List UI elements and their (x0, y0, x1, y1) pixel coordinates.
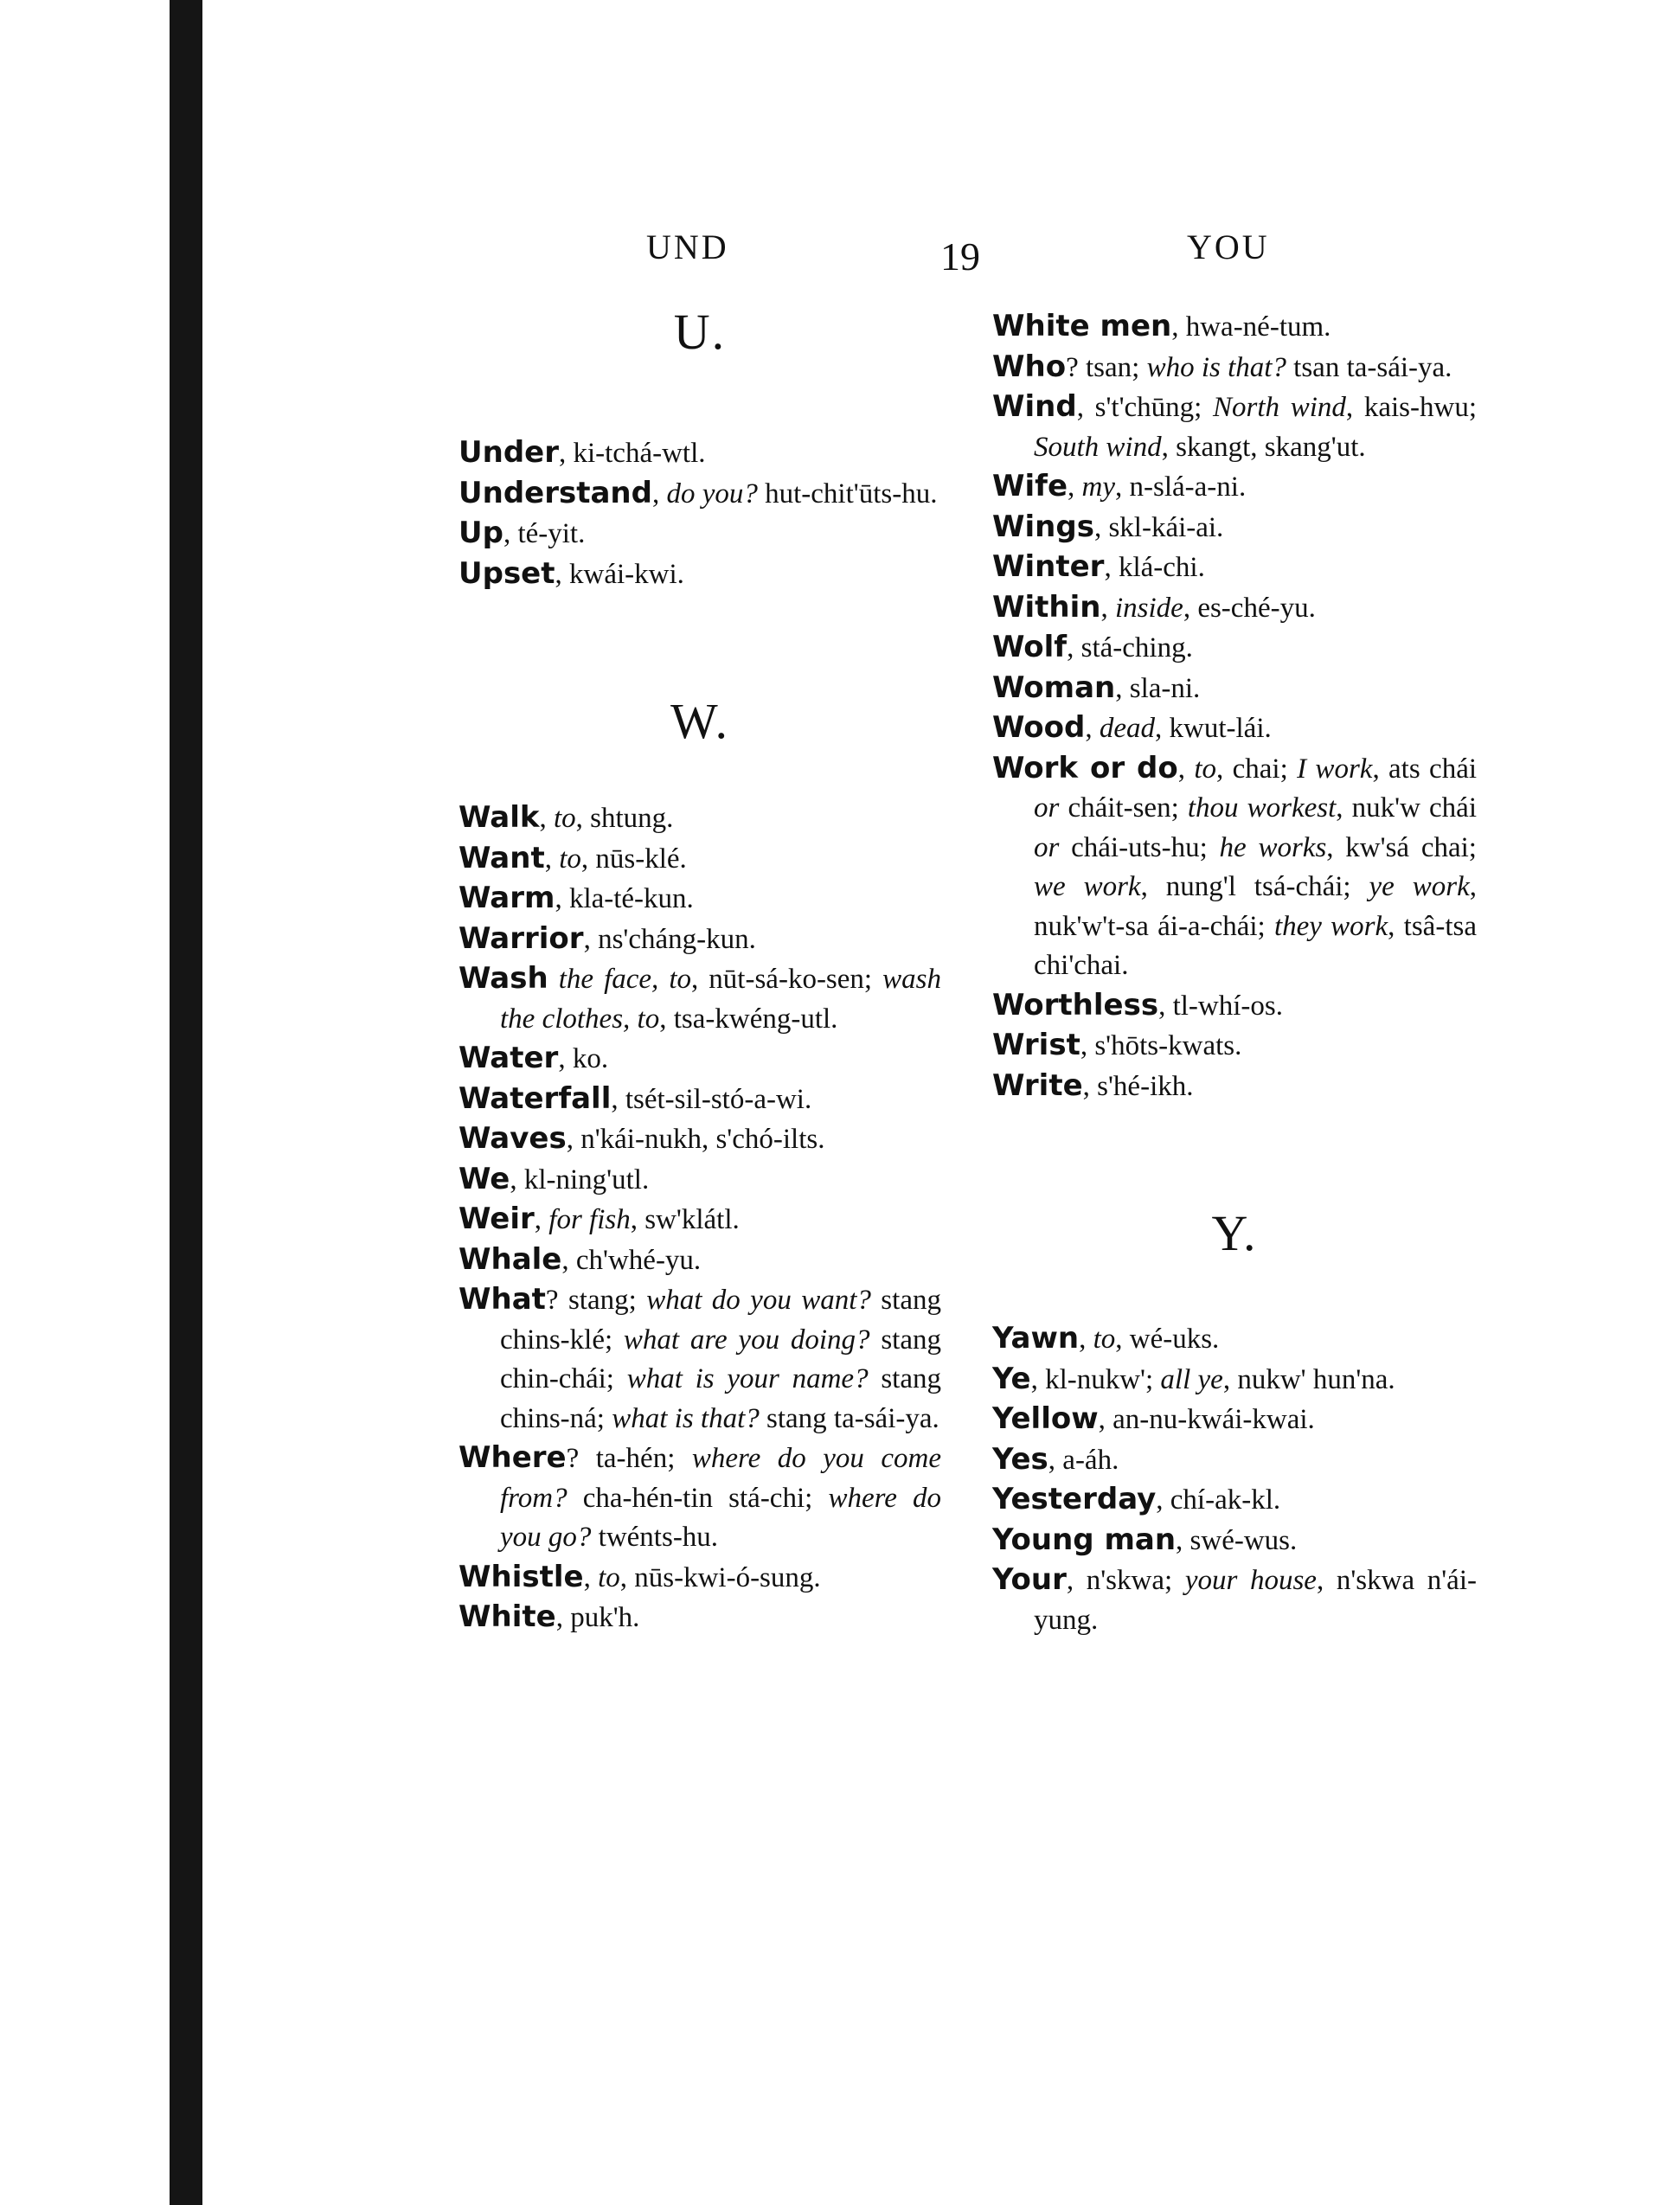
entry-text: , (539, 803, 554, 834)
entry-text (548, 964, 559, 995)
entry-headword: Want (458, 840, 545, 875)
entry-text: , nūs-kwi-ó-sung. (619, 1561, 821, 1593)
entry-gloss-italic: South wind (1034, 431, 1162, 463)
entry-text: , s'hé-ikh. (1082, 1070, 1194, 1102)
entry-text: , kwái-kwi. (555, 558, 684, 590)
entry-headword: Yes (992, 1441, 1048, 1477)
entry-text: , a-áh. (1048, 1444, 1119, 1476)
entry-headword: Upset (458, 555, 555, 591)
entry-text: , skl-kái-ai. (1093, 511, 1224, 543)
entry-text: , (534, 1204, 549, 1235)
section-letter-heading: U. (673, 304, 727, 360)
entry-gloss-italic: to (1194, 753, 1217, 785)
entry-headword: What (458, 1282, 546, 1317)
entry-text: chái-uts-hu; (1059, 831, 1220, 863)
entry-text (758, 478, 765, 510)
entry-gloss-italic: wash the clothes, to (500, 964, 941, 1035)
entry-text: tsan ta-sái-ya. (1286, 351, 1452, 383)
dictionary-entry (992, 307, 1477, 348)
section-letter-heading: Y. (1211, 1205, 1258, 1261)
left-column (458, 304, 949, 1638)
dictionary-entry (458, 798, 941, 839)
entry-gloss-italic: they work (1273, 910, 1388, 942)
entry-text: hut-chit'ūts-hu. (765, 478, 938, 510)
entry-headword: Young man (992, 1522, 1177, 1557)
dictionary-entry (458, 839, 941, 880)
entry-gloss-italic: thou workest (1187, 792, 1337, 824)
entry-gloss-italic: North wind (1213, 392, 1346, 423)
running-head-right: YOU (1187, 228, 1270, 266)
dictionary-entry (992, 1561, 1477, 1640)
entry-gloss-italic: to (598, 1561, 620, 1593)
entry-gloss-italic: what do you want? (646, 1285, 871, 1316)
dictionary-entry (992, 588, 1477, 629)
dictionary-entry (458, 1598, 941, 1638)
entry-text: , (1079, 1324, 1093, 1355)
entry-text: , (651, 478, 667, 510)
dictionary-entry (458, 879, 941, 920)
entry-text: , (1068, 471, 1082, 503)
entry-text: , kwut-lái. (1155, 713, 1272, 744)
page-number: 19 (940, 234, 980, 279)
dictionary-entry (458, 920, 941, 960)
entry-text: , ki-tchá-wtl. (558, 438, 706, 469)
entry-gloss-italic: where do you come from? (500, 1443, 941, 1514)
dictionary-entry (458, 1080, 941, 1120)
dictionary-entry (458, 1240, 941, 1281)
entry-headword: White (458, 1599, 556, 1634)
dictionary-entry (992, 1319, 1477, 1360)
entry-text: , chí-ak-kl. (1156, 1484, 1281, 1516)
section-letter-heading: W. (670, 693, 729, 749)
entry-text: , (1177, 753, 1195, 785)
dictionary-entry (992, 388, 1484, 467)
entry-text: , (544, 843, 560, 875)
entry-headword: Whale (458, 1241, 562, 1277)
right-column (992, 307, 1484, 1640)
entry-text: , nuk'w't-sa ái-a-chái; (1034, 871, 1484, 942)
entry-gloss-italic: what is your name? (626, 1363, 869, 1394)
entry-text: , s'hōts-kwats. (1080, 1030, 1242, 1061)
entry-text: , chai; (1216, 753, 1298, 785)
dictionary-entry (458, 514, 941, 554)
entry-gloss-italic: to (1093, 1324, 1116, 1355)
entry-headword: Waterfall (458, 1080, 612, 1116)
dictionary-entry (458, 433, 941, 474)
entry-gloss-italic: he works (1219, 831, 1327, 863)
entry-headword: Ye (992, 1361, 1031, 1396)
entry-headword: Woman (992, 670, 1116, 705)
entry-headword: Write (992, 1067, 1083, 1103)
entry-headword: Wife (992, 469, 1068, 503)
dictionary-entry (992, 1440, 1477, 1481)
dictionary-entry (458, 1200, 941, 1240)
entry-gloss-italic: my (1081, 471, 1115, 503)
dictionary-entry (992, 669, 1477, 709)
entry-headword: Water (458, 1041, 559, 1075)
entry-headword: Understand (458, 475, 652, 510)
entry-gloss-italic: dead (1099, 713, 1156, 744)
entry-text: , sla-ni. (1115, 672, 1201, 704)
entry-gloss-italic: I work (1297, 753, 1373, 785)
entry-headword: Weir (458, 1202, 535, 1236)
entry-text: , stá-ching. (1067, 632, 1193, 663)
entry-text: , nūs-klé. (580, 843, 687, 875)
entry-text: stang ta-sái-ya. (759, 1402, 939, 1434)
dictionary-entry (992, 508, 1477, 548)
entry-text: , ns'cháng-kun. (583, 923, 756, 955)
entry-headword: Who (992, 349, 1067, 384)
entry-headword: Waves (458, 1121, 567, 1156)
dictionary-entry (992, 348, 1477, 388)
entry-headword: Winter (992, 549, 1105, 584)
dictionary-entry (992, 1521, 1477, 1561)
entry-headword: Work or do (992, 750, 1178, 785)
entry-text: , tl-whí-os. (1158, 990, 1283, 1022)
entry-text: , n-slá-a-ni. (1115, 471, 1247, 503)
entry-text: , ko. (558, 1043, 609, 1074)
entry-text: , skangt, skang'ut. (1161, 431, 1366, 463)
entry-text: , an-nu-kwái-kwai. (1098, 1404, 1315, 1435)
entry-gloss-italic: the face, to (558, 964, 692, 995)
dictionary-entry (458, 1439, 941, 1558)
entry-headword: Where (458, 1440, 567, 1475)
dictionary-entry (992, 986, 1477, 1027)
dictionary-entry (458, 1119, 941, 1160)
entry-text: , kl-ning'utl. (510, 1163, 650, 1195)
dictionary-entry (992, 1400, 1477, 1440)
entry-text: stang chins-ná; (500, 1363, 949, 1434)
entry-text: , tsâ-tsa chi'chai. (1034, 910, 1484, 981)
entry-headword: Wolf (992, 630, 1068, 664)
entry-text: , swé-wus. (1176, 1524, 1298, 1556)
entry-gloss-italic: what are you doing? (623, 1324, 870, 1356)
entry-text: , té-yit. (503, 518, 586, 549)
dictionary-entry (992, 708, 1477, 749)
dictionary-entry (992, 1026, 1477, 1067)
entry-text: , tsa-kwéng-utl. (659, 1003, 838, 1035)
dictionary-entry (992, 548, 1477, 588)
entry-gloss-italic: to (554, 803, 576, 834)
entry-gloss-italic: we work (1034, 871, 1141, 902)
entry-gloss-italic: all ye (1160, 1363, 1223, 1395)
entry-text: , ch'whé-yu. (561, 1244, 702, 1276)
entry-headword: Your (992, 1562, 1067, 1597)
entry-text: , puk'h. (555, 1602, 640, 1633)
dictionary-entry (458, 554, 941, 595)
entry-headword: Yawn (992, 1321, 1080, 1356)
entry-text: , n'kái-nukh, s'chó-ilts. (566, 1124, 825, 1155)
entry-text: , nung'l tsá-chái; (1140, 871, 1369, 902)
dictionary-entry (992, 467, 1477, 508)
entry-headword: Wash (458, 961, 548, 996)
entry-text: , klá-chi. (1104, 552, 1205, 583)
entry-gloss-italic: or (1034, 831, 1060, 863)
dictionary-entry (992, 628, 1477, 669)
entry-text: , s't'chūng; (1076, 392, 1214, 423)
entry-text: , kla-té-kun. (555, 883, 694, 914)
entry-headword: Wings (992, 509, 1094, 544)
entry-text: , (583, 1561, 599, 1593)
entry-text: , nukw' hun'na. (1222, 1363, 1395, 1395)
dictionary-entry (458, 474, 941, 515)
dictionary-entry (992, 1067, 1477, 1107)
dictionary-entry (458, 959, 941, 1039)
entry-headword: Yesterday (992, 1482, 1157, 1516)
entry-headword: Warm (458, 881, 555, 915)
entry-text: , kw'sá chai; (1326, 831, 1484, 863)
entry-text: , wé-uks. (1115, 1324, 1220, 1355)
entry-headword: We (458, 1161, 510, 1196)
entry-text: cha-hén-tin stá-chi; (567, 1482, 829, 1514)
entry-text: ? stang; (545, 1285, 647, 1316)
dictionary-entry (458, 1280, 949, 1439)
entry-text: , n'skwa n'ái-yung. (1034, 1565, 1477, 1636)
entry-text: , (1085, 713, 1100, 744)
entry-text: stang chin-chái; (500, 1324, 949, 1394)
entry-headword: Within (992, 589, 1101, 625)
running-head-left: UND (646, 228, 729, 266)
entry-headword: Whistle (458, 1559, 584, 1594)
dictionary-entry (458, 1160, 941, 1201)
dictionary-entry (458, 1039, 941, 1080)
binding-edge (170, 0, 202, 2205)
dictionary-entry (992, 1360, 1477, 1401)
entry-gloss-italic: your house (1184, 1565, 1317, 1596)
entry-headword: Worthless (992, 987, 1159, 1022)
entry-text: , nūt-sá-ko-sen; (691, 964, 883, 995)
entry-headword: Walk (458, 800, 540, 835)
dictionary-entry (992, 749, 1484, 986)
entry-headword: Yellow (992, 1401, 1099, 1436)
entry-headword: Wind (992, 389, 1077, 424)
entry-gloss-italic: for fish (548, 1204, 631, 1235)
entry-text: , kais-hwu; (1345, 392, 1484, 423)
entry-text: , tsét-sil-stó-a-wi. (611, 1083, 812, 1115)
entry-text: ? ta-hén; (566, 1443, 692, 1474)
entry-text: cháit-sen; (1059, 792, 1188, 824)
dictionary-entry (458, 1558, 941, 1599)
entry-text: , shtung. (575, 803, 674, 834)
entry-text: , es-ché-yu. (1183, 592, 1316, 624)
entry-text: , kl-nukw'; (1030, 1363, 1161, 1395)
entry-headword: Under (458, 435, 559, 470)
entry-gloss-italic: to (559, 843, 581, 875)
entry-text: , nuk'w chái (1336, 792, 1484, 824)
entry-gloss-italic: inside (1114, 592, 1183, 624)
entry-text: ? tsan; (1066, 351, 1147, 383)
entry-headword: Up (458, 516, 503, 550)
dictionary-entry (992, 1480, 1477, 1521)
entry-gloss-italic: or (1034, 792, 1060, 824)
entry-text: stang chins-klé; (500, 1285, 949, 1356)
entry-text: , sw'klátl. (630, 1204, 740, 1235)
entry-gloss-italic: do you? (666, 478, 758, 510)
entry-gloss-italic: what is that? (612, 1402, 760, 1434)
entry-headword: White men (992, 309, 1172, 343)
entry-headword: Warrior (458, 920, 584, 956)
entry-headword: Wood (992, 710, 1086, 745)
entry-text: , ats chái (1372, 753, 1484, 785)
entry-gloss-italic: ye work (1369, 871, 1470, 902)
entry-text: , n'skwa; (1066, 1565, 1185, 1596)
entry-headword: Wrist (992, 1028, 1080, 1062)
entry-text: twénts-hu. (591, 1522, 719, 1553)
entry-text: , (1100, 592, 1115, 624)
entry-gloss-italic: where do you go? (500, 1482, 941, 1553)
entry-gloss-italic: who is that? (1146, 351, 1286, 383)
entry-text: , hwa-né-tum. (1171, 311, 1331, 343)
